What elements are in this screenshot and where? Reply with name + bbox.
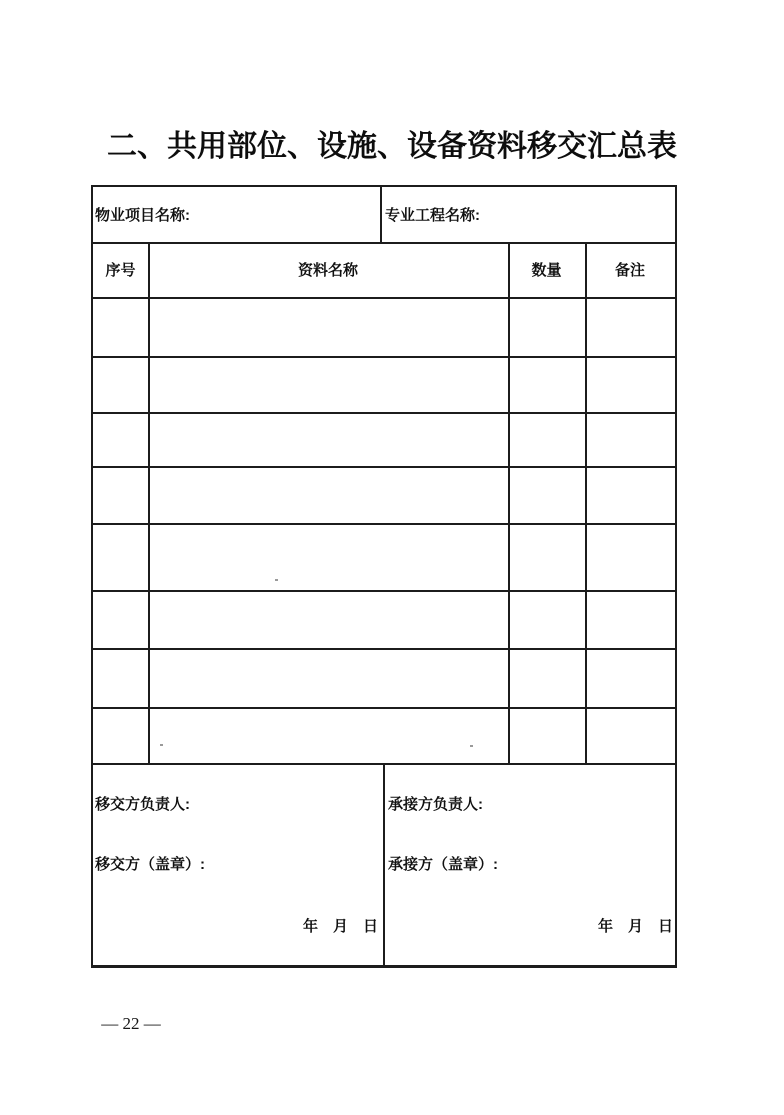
column-header-material-name: 资料名称 (297, 262, 358, 279)
grid-line-v-signature-divider (383, 763, 385, 965)
handover-seal-label: 移交方（盖章）: (95, 856, 205, 873)
grid-line-v-names-divider (380, 187, 382, 244)
grid-line-h-row4 (93, 523, 675, 525)
grid-line-h-row1 (93, 356, 675, 358)
grid-line-h-row6 (93, 648, 675, 650)
handover-summary-table (91, 185, 677, 968)
grid-line-v-note (585, 242, 587, 765)
grid-line-h-row5 (93, 590, 675, 592)
page-number: — 22 — (101, 1014, 161, 1033)
scan-speck (275, 579, 278, 581)
receiver-date-label: 年 月 日 (597, 918, 673, 935)
handover-date-label: 年 月 日 (302, 918, 378, 935)
receiver-person-label: 承接方负责人: (388, 796, 483, 813)
project-name-label: 物业项目名称: (95, 207, 190, 224)
grid-line-v-seq (148, 242, 150, 765)
grid-line-v-qty (508, 242, 510, 765)
column-header-quantity: 数量 (531, 262, 562, 279)
receiver-seal-label: 承接方（盖章）: (388, 856, 498, 873)
scan-speck (160, 744, 163, 746)
grid-line-h-header-bottom (93, 297, 675, 299)
scan-speck (470, 745, 473, 747)
grid-line-h-row2 (93, 412, 675, 414)
handover-person-label: 移交方负责人: (95, 796, 190, 813)
column-header-seq: 序号 (105, 262, 136, 279)
document-title: 二、共用部位、设施、设备资料移交汇总表 (107, 130, 677, 163)
grid-line-h-row3 (93, 466, 675, 468)
engineering-name-label: 专业工程名称: (385, 207, 480, 224)
column-header-remarks: 备注 (614, 262, 645, 279)
grid-line-h-row7 (93, 707, 675, 709)
